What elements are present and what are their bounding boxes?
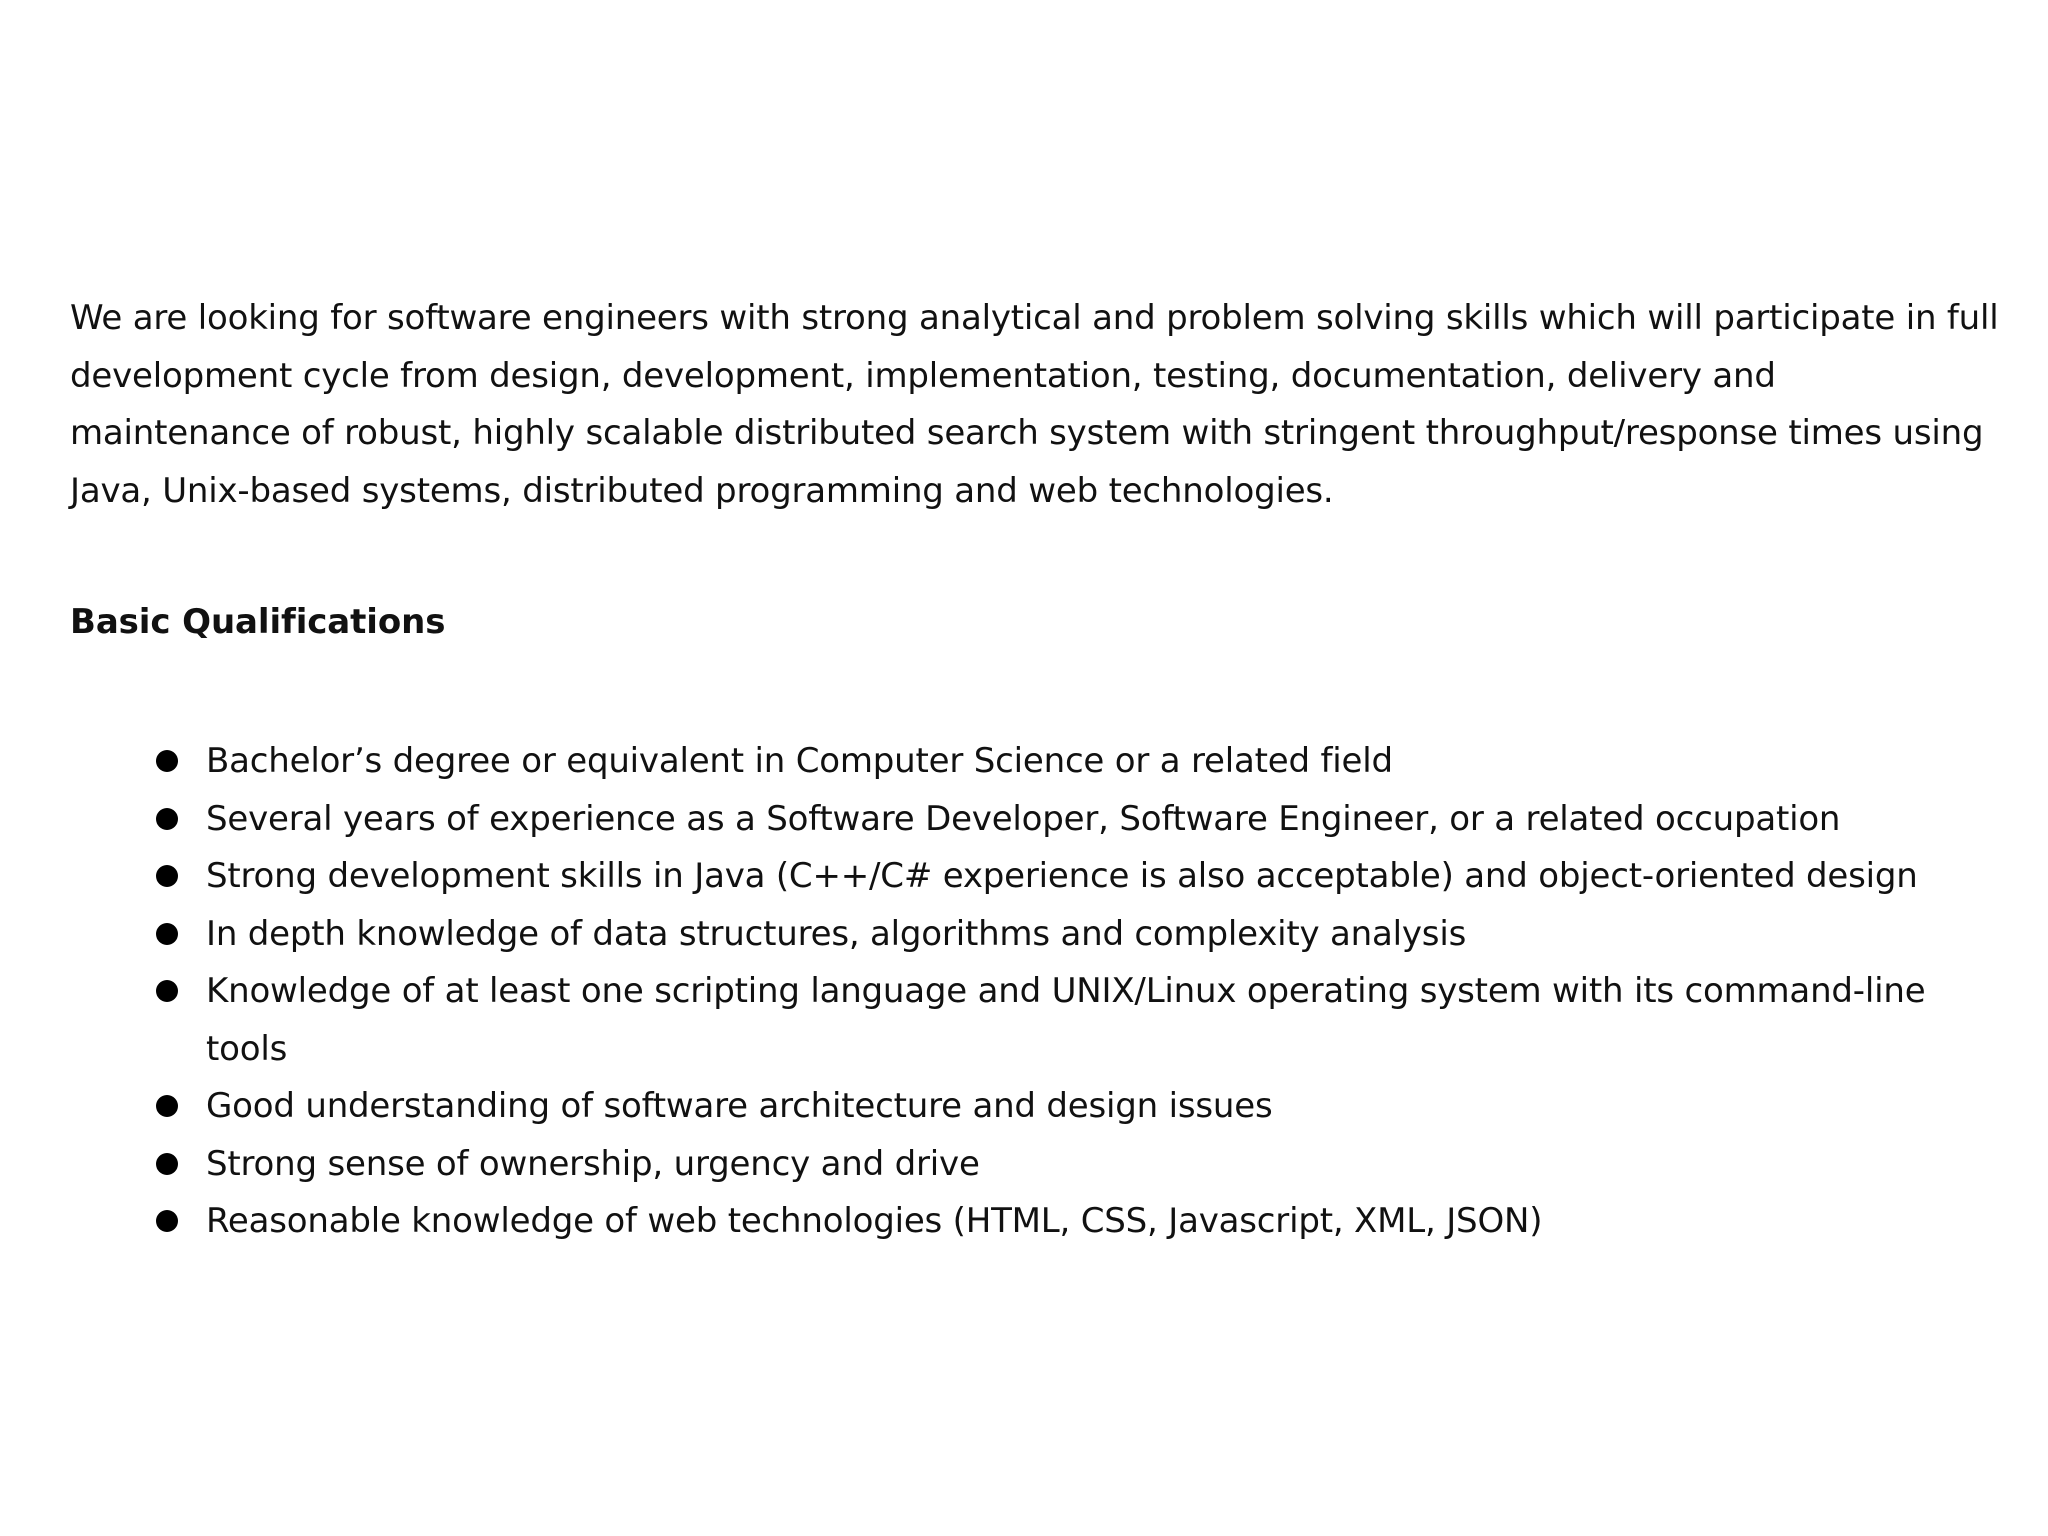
qualification-text: Bachelor’s degree or equivalent in Computer Science or a related field [206, 741, 1393, 781]
bullet-icon [156, 750, 178, 772]
qualification-text: Good understanding of software architecture and design issues [206, 1086, 1273, 1126]
section-heading: Basic Qualifications [70, 602, 446, 642]
list-item [70, 848, 2000, 906]
qualification-text: Strong development skills in Java (C++/C# experience is also acceptable) and object-oriented design [206, 856, 1918, 896]
list-item [70, 906, 2000, 964]
bullet-icon [156, 1210, 178, 1232]
bullet-icon [156, 808, 178, 830]
list-item [70, 1078, 2000, 1136]
list-item [70, 1193, 2000, 1251]
qualification-text: Strong sense of ownership, urgency and drive [206, 1143, 980, 1184]
qualification-text: In depth knowledge of data structures, algorithms and complexity analysis [206, 913, 1467, 954]
list-item [70, 1136, 2000, 1194]
bullet-icon [156, 980, 178, 1002]
bullet-icon [156, 865, 178, 887]
bullet-icon [156, 923, 178, 945]
list-item [70, 733, 2000, 791]
qualification-text: Knowledge of at least one scripting language and UNIX/Linux operating system with its command-line tools [206, 971, 1926, 1069]
qualifications-list [70, 733, 2000, 1251]
qualification-text: Several years of experience as a Software Developer, Software Engineer, or a related occupation [206, 798, 1841, 839]
intro-paragraph: We are looking for software engineers with strong analytical and problem solving skills which will participate in full development cycle from design, development, implementation, testing, documentation, delivery and maintenance of robust, highly scalable distributed search system with stringent throughput/response times using Java, Unix-based systems, distributed programming and web technologies. [70, 298, 1999, 511]
job-description [70, 290, 2000, 1251]
bullet-icon [156, 1153, 178, 1175]
qualification-text: Reasonable knowledge of web technologies (HTML, CSS, Javascript, XML, JSON) [206, 1201, 1543, 1241]
bullet-icon [156, 1095, 178, 1117]
list-item [70, 963, 2000, 1078]
list-item [70, 791, 2000, 849]
